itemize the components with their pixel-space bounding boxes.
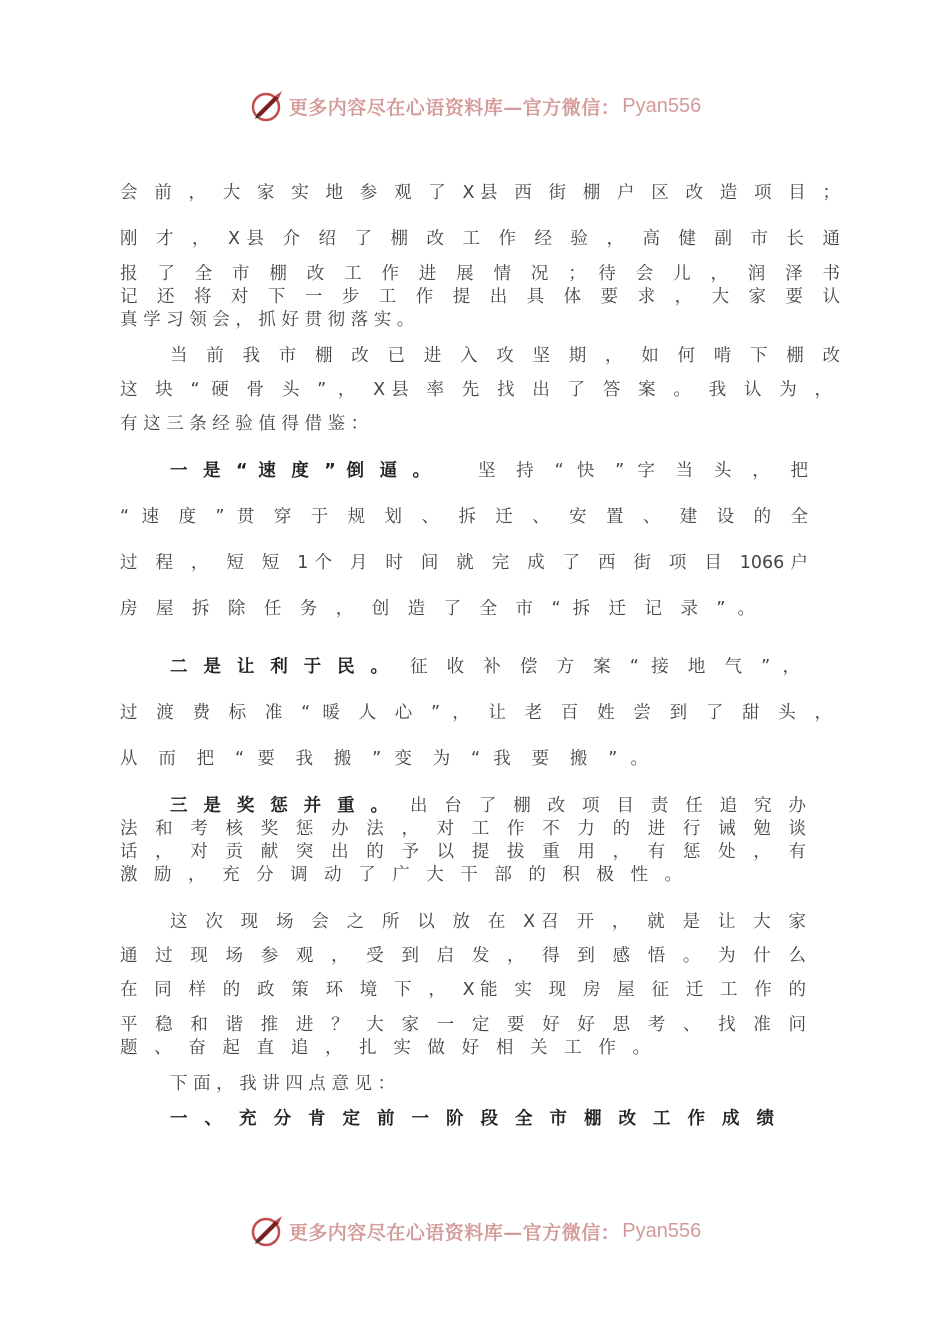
header-watermark bbox=[0, 86, 950, 126]
text-line: 记 还 将 对 下 一 步 工 作 提 出 具 体 要 求 ， 大 家 要 认 bbox=[120, 287, 840, 307]
text-line: 真 学 习 领 会 ， 抓 好 贯 彻 落 实 。 bbox=[120, 310, 415, 330]
footer-watermark bbox=[0, 1211, 950, 1251]
text-line: 法 和 考 核 奖 惩 办 法 ， 对 工 作 不 力 的 进 行 诫 勉 谈 bbox=[120, 819, 806, 839]
text-line: 下 面 ， 我 讲 四 点 意 见 ： bbox=[170, 1074, 396, 1094]
text-line: 过 程 ， 短 短 1个 月 时 间 就 完 成 了 西 街 项 目 1066户 bbox=[120, 553, 808, 573]
text-line: 会 前 ， 大 家 实 地 参 观 了 X县 西 街 棚 户 区 改 造 项 目 ； bbox=[120, 183, 840, 203]
text-line: 平 稳 和 谐 推 进 ？ 大 家 一 定 要 好 好 思 考 、 找 准 问 bbox=[120, 1015, 806, 1035]
watermark-wechat-id: Pyan556 bbox=[622, 94, 702, 117]
text-line: 房 屋 拆 除 任 务 ， 创 造 了 全 市 “ 拆 迁 记 录 ” 。 bbox=[120, 599, 755, 619]
text-line: 话 ， 对 贡 献 突 出 的 予 以 提 拔 重 用 ， 有 惩 处 ， 有 bbox=[120, 842, 806, 862]
watermark-text: 更多内容尽在心语资料库—官方微信： bbox=[288, 96, 621, 119]
point-heading: 二 是 让 利 于 民 。 bbox=[170, 657, 388, 677]
point-heading: 三 是 奖 惩 并 重 。 bbox=[170, 796, 388, 816]
text-line: 这 块 “ 硬 骨 头 ” ， X县 率 先 找 出 了 答 案 。 我 认 为 ， bbox=[120, 380, 832, 400]
pen-logo-icon bbox=[249, 1213, 285, 1249]
text-line: 征 收 补 偿 方 案 “ 接 地 气 ” ， bbox=[410, 657, 800, 677]
text-line: 有 这 三 条 经 验 值 得 借 鉴 ： bbox=[120, 414, 369, 434]
text-line: 出 台 了 棚 改 项 目 责 任 追 究 办 bbox=[410, 796, 806, 816]
text-line: 通 过 现 场 参 观 ， 受 到 启 发 ， 得 到 感 悟 。 为 什 么 bbox=[120, 946, 806, 966]
section-heading: 一 、 充 分 肯 定 前 一 阶 段 全 市 棚 改 工 作 成 绩 bbox=[170, 1109, 774, 1129]
text-line: 坚 持 “ 快 ” 字 当 头 ， 把 bbox=[478, 461, 808, 481]
text-line: 激 励 ， 充 分 调 动 了 广 大 干 部 的 积 极 性 。 bbox=[120, 865, 682, 885]
text-line: 过 渡 费 标 准 “ 暖 人 心 ” ， 让 老 百 姓 尝 到 了 甜 头 ， bbox=[120, 703, 832, 723]
pen-logo-icon bbox=[249, 88, 285, 124]
text-line: 刚 才 ， X县 介 绍 了 棚 改 工 作 经 验 ， 高 健 副 市 长 通 bbox=[120, 229, 840, 249]
text-line: 报 了 全 市 棚 改 工 作 进 展 情 况 ； 待 会 儿 ， 润 泽 书 bbox=[120, 264, 840, 284]
point-heading: 一 是 “ 速 度 ” 倒 逼 。 bbox=[170, 461, 430, 481]
text-line: 从 而 把 “ 要 我 搬 ” 变 为 “ 我 要 搬 ” 。 bbox=[120, 749, 648, 769]
text-line: 这 次 现 场 会 之 所 以 放 在 X召 开 ， 就 是 让 大 家 bbox=[170, 912, 806, 932]
watermark-text: 更多内容尽在心语资料库—官方微信： bbox=[288, 1221, 621, 1244]
watermark-wechat-id: Pyan556 bbox=[622, 1219, 702, 1242]
text-line: 在 同 样 的 政 策 环 境 下 ， X能 实 现 房 屋 征 迁 工 作 的 bbox=[120, 980, 806, 1000]
text-line: 当 前 我 市 棚 改 已 进 入 攻 坚 期 ， 如 何 啃 下 棚 改 bbox=[170, 346, 840, 366]
text-line: 题 、 奋 起 直 追 ， 扎 实 做 好 相 关 工 作 。 bbox=[120, 1038, 650, 1058]
text-line: “ 速 度 ” 贯 穿 于 规 划 、 拆 迁 、 安 置 、 建 设 的 全 bbox=[120, 507, 808, 527]
